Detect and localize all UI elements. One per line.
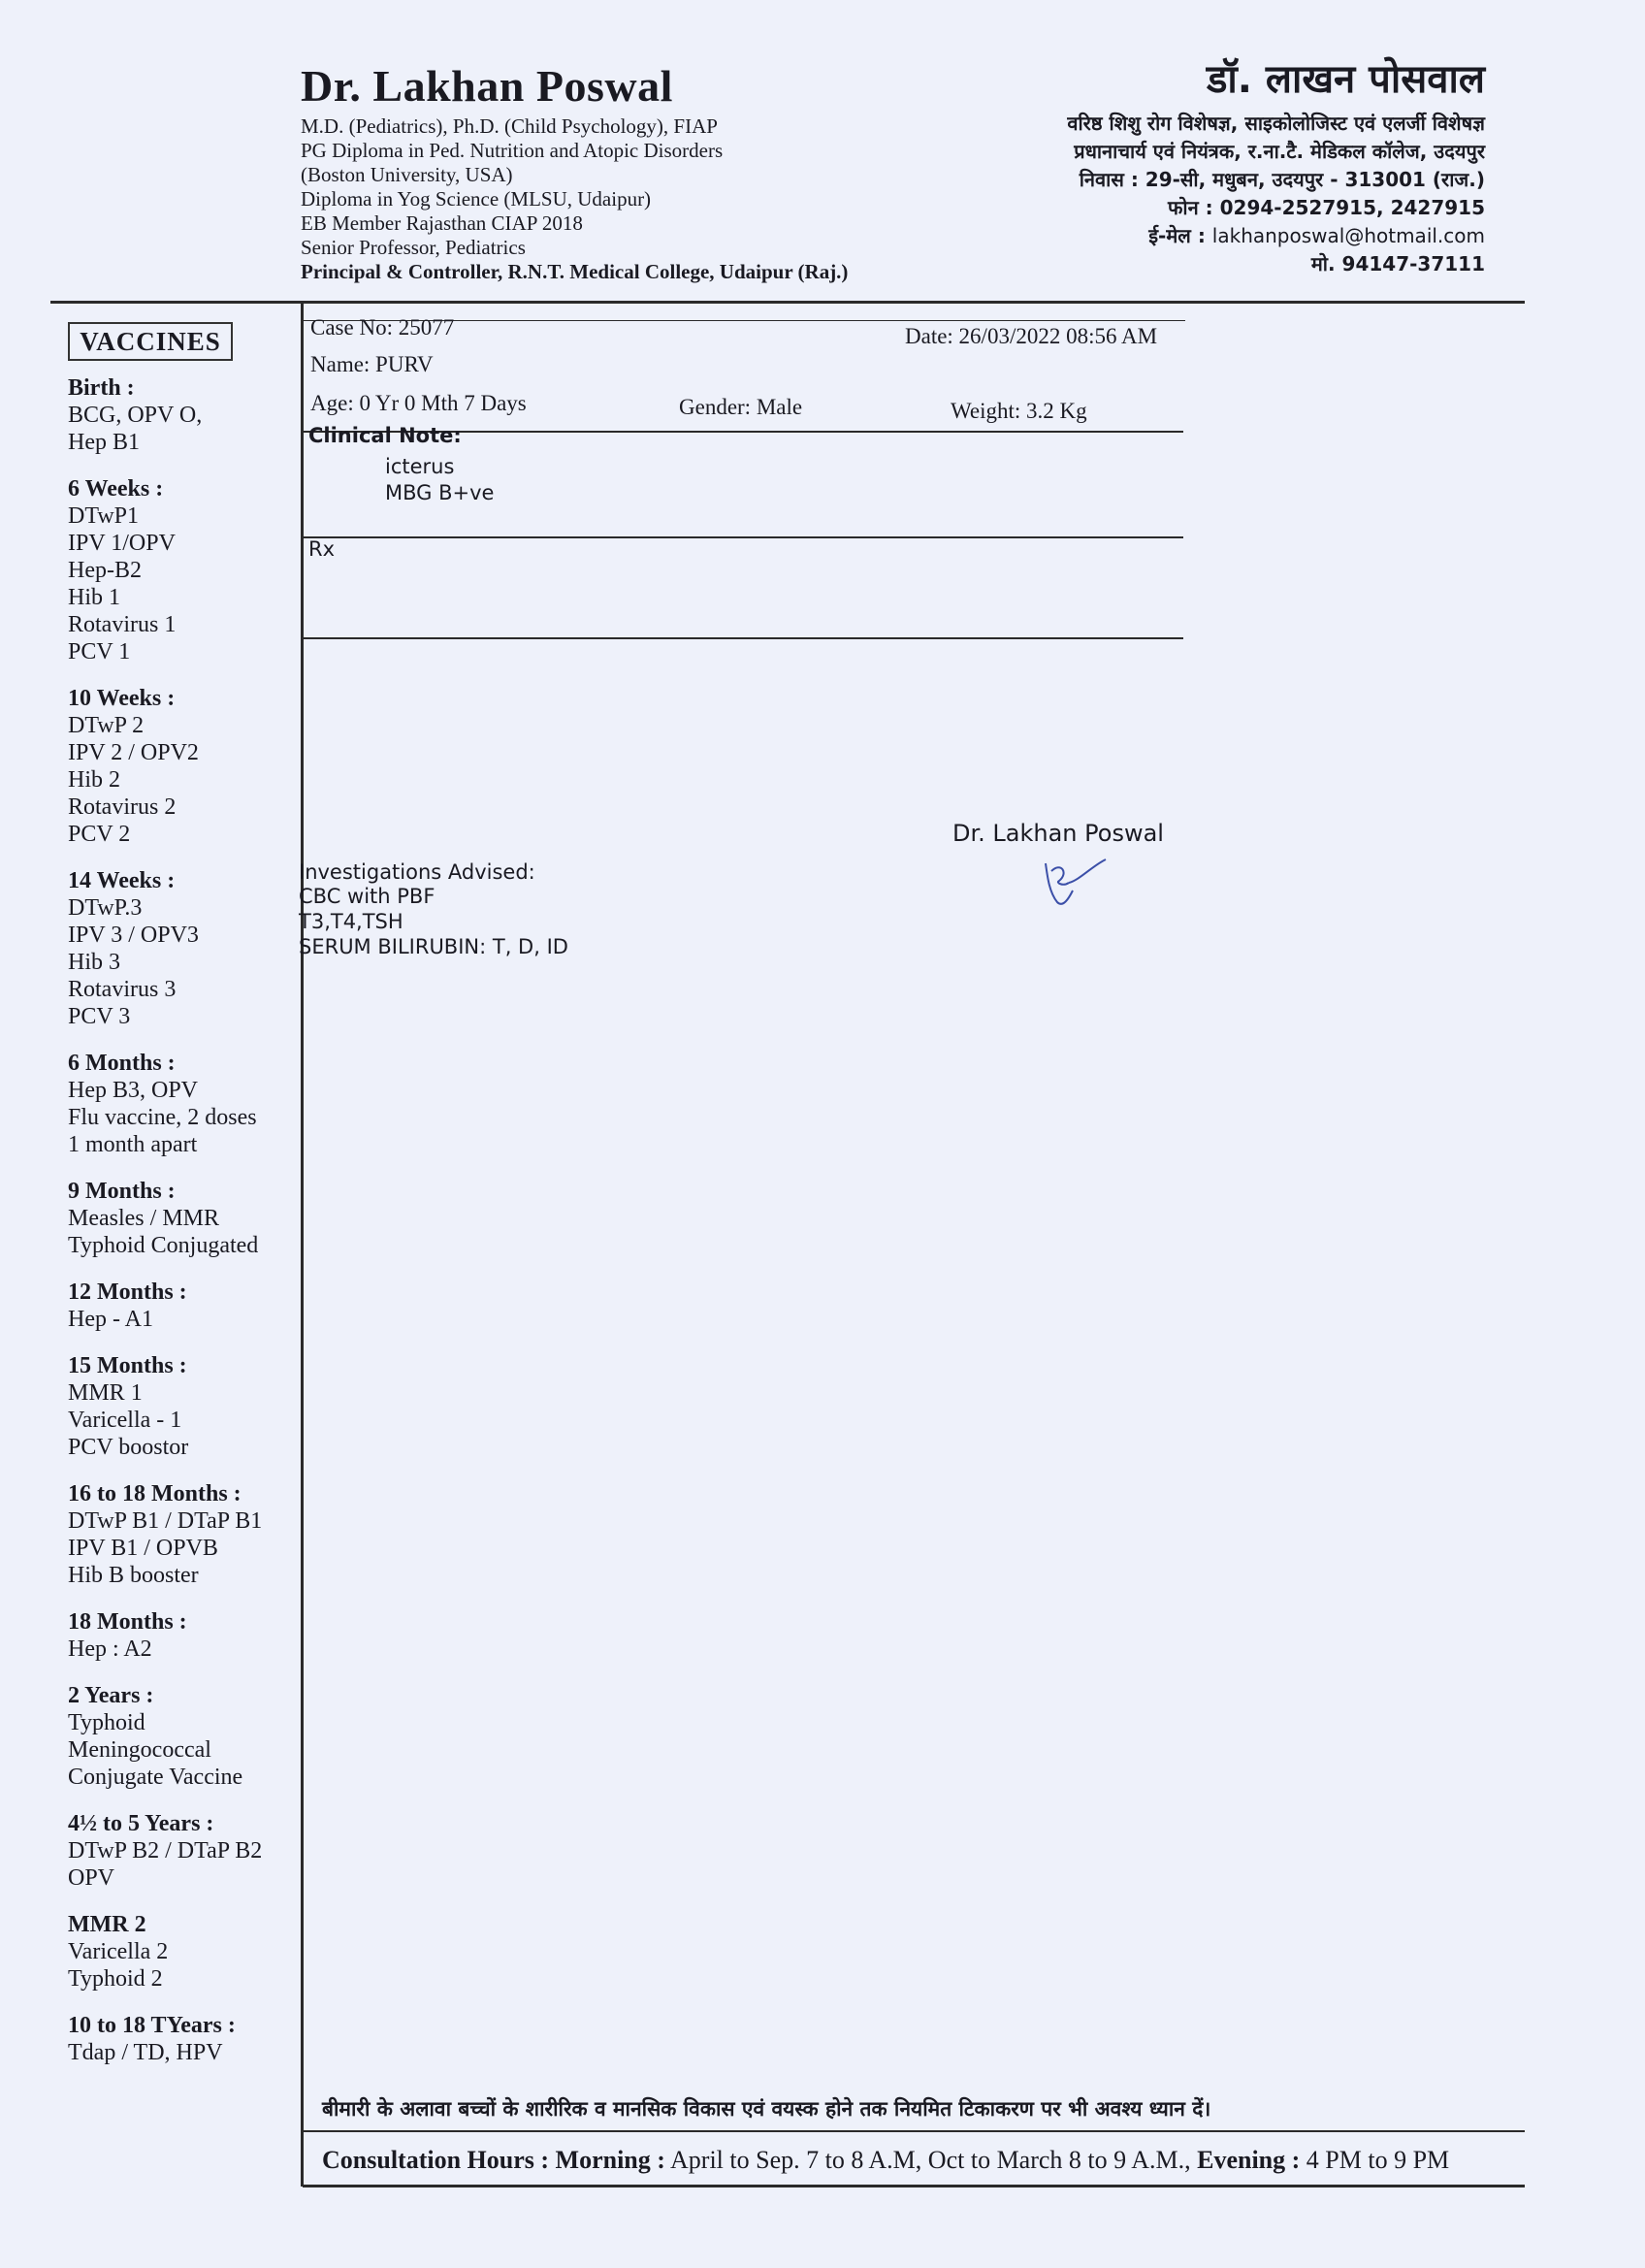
patient-age: Age: 0 Yr 0 Mth 7 Days — [310, 391, 527, 415]
hindi-line: वरिष्ठ शिशु रोग विशेषज्ञ, साइकोलोजिस्ट एवं एलर्जी विशेषज्ञ — [1067, 112, 1485, 135]
vaccine-item: Typhoid 2 — [68, 1966, 163, 1992]
vaccine-group — [68, 1810, 301, 1892]
vaccine-item: DTwP B2 / DTaP B2 — [68, 1838, 263, 1863]
vaccine-group — [68, 685, 301, 848]
evening-hours: 4 PM to 9 PM — [1306, 2146, 1450, 2174]
vaccine-item: Flu vaccine, 2 doses — [68, 1105, 257, 1130]
vaccine-list — [68, 374, 301, 2086]
vaccine-item: BCG, OPV O, — [68, 403, 203, 428]
vaccine-group — [68, 475, 301, 665]
doctor-name: Dr. Lakhan Poswal — [301, 61, 673, 111]
hindi-line: निवास : 29-सी, मधुबन, उदयपुर - 313001 (राज.) — [1079, 168, 1485, 191]
vaccine-item: IPV 2 / OPV2 — [68, 740, 199, 765]
vaccine-item: PCV 1 — [68, 639, 131, 664]
vaccine-group-heading: 6 Weeks : — [68, 476, 164, 502]
vaccine-group-heading: 16 to 18 Months : — [68, 1481, 242, 1507]
footer-divider — [303, 2130, 1525, 2132]
vaccine-item: Rotavirus 2 — [68, 794, 177, 820]
vaccine-group-heading: 10 to 18 TYears : — [68, 2013, 236, 2038]
vaccine-group-heading: 14 Weeks : — [68, 868, 176, 893]
hindi-line: फोन : 0294-2527915, 2427915 — [1168, 196, 1485, 219]
vaccine-item: IPV 3 / OPV3 — [68, 923, 199, 948]
vaccine-item: 1 month apart — [68, 1132, 198, 1157]
vaccine-item: Typhoid Conjugated — [68, 1233, 259, 1258]
position-line: Principal & Controller, R.N.T. Medical College, Udaipur (Raj.) — [301, 260, 849, 283]
email-value: lakhanposwal@hotmail.com — [1211, 224, 1485, 247]
vaccine-group-heading: 4½ to 5 Years : — [68, 1811, 214, 1836]
vaccine-item: Meningococcal — [68, 1737, 211, 1763]
patient-gender: Gender: Male — [679, 395, 803, 419]
vaccines-title: VACCINES — [68, 322, 233, 361]
vaccine-item: Varicella 2 — [68, 1939, 169, 1964]
patient-name: Name: PURV — [310, 352, 434, 376]
rx-label: Rx — [308, 537, 336, 561]
vaccine-item: Measles / MMR — [68, 1206, 219, 1231]
clinical-note-label: Clinical Note: — [308, 424, 462, 447]
credentials-block — [301, 114, 848, 284]
credential-line: M.D. (Pediatrics), Ph.D. (Child Psychology), FIAP — [301, 114, 718, 138]
vaccine-item: IPV 1/OPV — [68, 531, 176, 556]
rx-line — [303, 637, 1183, 639]
vaccine-item: DTwP.3 — [68, 895, 143, 921]
vaccine-item: Hib 2 — [68, 767, 120, 793]
vaccine-group — [68, 1911, 301, 1993]
clinical-note-item: MBG B+ve — [385, 481, 495, 504]
vaccine-group — [68, 2012, 301, 2066]
vaccine-group — [68, 1352, 301, 1461]
morning-label: Morning : — [555, 2146, 665, 2174]
column-divider — [301, 303, 304, 2187]
vaccine-group-heading: 2 Years : — [68, 1683, 154, 1708]
vaccine-item: Rotavirus 3 — [68, 977, 177, 1002]
investigation-item: T3,T4,TSH — [299, 910, 403, 933]
vaccine-item: Hep-B2 — [68, 558, 142, 583]
email-line — [1067, 222, 1485, 250]
vaccine-group — [68, 374, 301, 456]
consultation-hours — [322, 2146, 1449, 2175]
credential-line: (Boston University, USA) — [301, 163, 513, 186]
credential-line: Diploma in Yog Science (MLSU, Udaipur) — [301, 187, 652, 211]
vaccine-item: PCV boostor — [68, 1435, 189, 1460]
vaccine-item: Hep B3, OPV — [68, 1078, 199, 1103]
case-number: Case No: 25077 — [310, 315, 455, 340]
bottom-divider — [303, 2185, 1525, 2187]
vaccine-item: PCV 2 — [68, 822, 131, 847]
clinical-line — [303, 536, 1183, 538]
vaccine-group-heading: 18 Months : — [68, 1609, 187, 1635]
credential-line: PG Diploma in Ped. Nutrition and Atopic Disorders — [301, 139, 724, 162]
vaccine-group-heading: 10 Weeks : — [68, 686, 176, 711]
hindi-doctor-name: डॉ. लाखन पोसवाल — [1206, 57, 1485, 102]
vaccine-group-heading: 15 Months : — [68, 1353, 187, 1378]
vaccine-item: Typhoid — [68, 1710, 145, 1735]
hindi-header — [1067, 50, 1485, 278]
visit-date: Date: 26/03/2022 08:56 AM — [905, 324, 1158, 348]
vaccine-item: Hib 1 — [68, 585, 120, 610]
email-label: ई-मेल : — [1148, 224, 1206, 247]
vaccine-group — [68, 1682, 301, 1791]
clinical-note-item: icterus — [385, 455, 455, 478]
vaccine-item: Hep B1 — [68, 430, 140, 455]
vaccine-group — [68, 1279, 301, 1333]
vaccine-item: Tdap / TD, HPV — [68, 2040, 223, 2065]
signature-name: Dr. Lakhan Poswal — [952, 820, 1164, 847]
vaccine-item: Hib 3 — [68, 950, 120, 975]
patient-weight: Weight: 3.2 Kg — [951, 399, 1087, 423]
hindi-advice-note: बीमारी के अलावा बच्चों के शारीरिक व मानसिक विकास एवं वयस्क होने तक नियमित टिकाकरण पर भी अवश्य ध्यान दें। — [322, 2097, 1211, 2121]
vaccine-group-heading: 6 Months : — [68, 1051, 176, 1076]
credential-line: Senior Professor, Pediatrics — [301, 236, 526, 259]
vaccine-item: Hep - A1 — [68, 1307, 153, 1332]
vaccine-group-heading: Birth : — [68, 375, 135, 401]
vaccine-item: IPV B1 / OPVB — [68, 1536, 218, 1561]
vaccine-item: Varicella - 1 — [68, 1408, 182, 1433]
vaccine-item: MMR 1 — [68, 1380, 143, 1406]
credential-line: EB Member Rajasthan CIAP 2018 — [301, 211, 583, 235]
vaccine-group — [68, 1608, 301, 1663]
vaccine-group — [68, 1178, 301, 1259]
vaccine-item: DTwP 2 — [68, 713, 145, 738]
vaccine-item: OPV — [68, 1865, 115, 1891]
vaccine-group — [68, 1480, 301, 1589]
hindi-line: प्रधानाचार्य एवं नियंत्रक, र.ना.टै. मेडिकल कॉलेज, उदयपुर — [1074, 140, 1485, 163]
vaccine-item: DTwP1 — [68, 503, 139, 529]
vaccine-item: DTwP B1 / DTaP B1 — [68, 1508, 263, 1534]
vaccine-group — [68, 867, 301, 1030]
morning-hours: April to Sep. 7 to 8 A.M, Oct to March 8 to 9 A.M., — [670, 2146, 1191, 2174]
mobile-line: मो. 94147-37111 — [1310, 252, 1485, 275]
vaccine-group-heading: 12 Months : — [68, 1280, 187, 1305]
investigation-item: SERUM BILIRUBIN: T, D, ID — [299, 935, 568, 958]
investigations-label: Investigations Advised: — [299, 860, 535, 884]
vaccine-item: Hep : A2 — [68, 1636, 152, 1662]
evening-label: Evening : — [1197, 2146, 1301, 2174]
vaccine-item: PCV 3 — [68, 1004, 131, 1029]
signature-icon — [1040, 854, 1127, 922]
vaccine-item: Hib B booster — [68, 1563, 199, 1588]
vaccine-item: Rotavirus 1 — [68, 612, 177, 637]
vaccine-group-heading: MMR 2 — [68, 1912, 146, 1937]
vaccine-group — [68, 1050, 301, 1158]
vaccine-item: Conjugate Vaccine — [68, 1765, 243, 1790]
header-divider — [50, 301, 1525, 304]
vaccine-group-heading: 9 Months : — [68, 1179, 176, 1204]
consult-label: Consultation Hours : — [322, 2146, 550, 2174]
investigation-item: CBC with PBF — [299, 885, 435, 908]
